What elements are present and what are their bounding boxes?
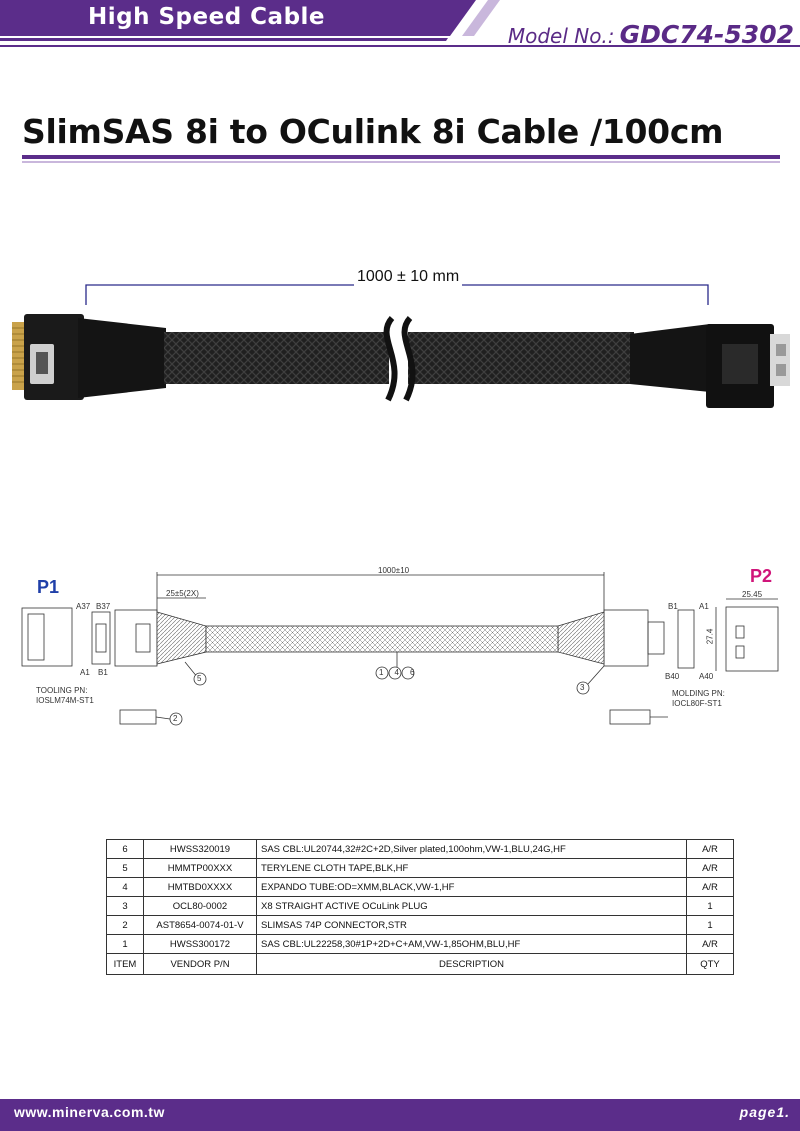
p1-pin-b37: B37 — [96, 602, 111, 611]
bom-description: TERYLENE CLOTH TAPE,BLK,HF — [257, 859, 687, 878]
bom-item: 2 — [107, 916, 144, 935]
p2-pin-b1: B1 — [668, 602, 678, 611]
bom-table — [106, 839, 734, 975]
bom-header-description: DESCRIPTION — [257, 954, 687, 975]
bom-item: 1 — [107, 935, 144, 954]
molding-label: MOLDING PN: — [672, 689, 725, 698]
bom-vendor-pn: HMMTP00XXX — [144, 859, 257, 878]
table-row — [107, 859, 734, 878]
bom-item: 4 — [107, 878, 144, 897]
bom-qty: 1 — [687, 897, 734, 916]
bom-vendor-pn: HMTBD0XXXX — [144, 878, 257, 897]
p1-pin-a37: A37 — [76, 602, 91, 611]
balloon-2: 2 — [173, 714, 178, 723]
title-underline — [22, 155, 780, 159]
p1-pin-a1: A1 — [80, 668, 90, 677]
bom-qty: A/R — [687, 859, 734, 878]
p1-label: P1 — [37, 577, 60, 597]
bom-description: EXPANDO TUBE:OD=XMM,BLACK,VW-1,HF — [257, 878, 687, 897]
bom-item: 5 — [107, 859, 144, 878]
bom-header-item: ITEM — [107, 954, 144, 975]
bom-qty: A/R — [687, 840, 734, 859]
bom-description: SAS CBL:UL20744,32#2C+2D,Silver plated,100ohm,VW-1,BLU,24G,HF — [257, 840, 687, 859]
page-title: SlimSAS 8i to OCulink 8i Cable /100cm — [22, 112, 724, 151]
table-row — [107, 878, 734, 897]
bom-item: 3 — [107, 897, 144, 916]
model-number — [508, 20, 794, 49]
table-header-row — [107, 954, 734, 975]
balloon-1-4-6: 1 4 6 — [379, 668, 419, 677]
bom-vendor-pn: HWSS320019 — [144, 840, 257, 859]
p2-label: P2 — [750, 566, 773, 586]
p2-pin-a40: A40 — [699, 672, 714, 681]
tooling-label: TOOLING PN: — [36, 686, 88, 695]
bom-qty: A/R — [687, 878, 734, 897]
table-row — [107, 840, 734, 859]
technical-drawing — [0, 560, 800, 740]
header-title: High Speed Cable — [88, 4, 326, 30]
p2-pin-b40: B40 — [665, 672, 680, 681]
cable-length-label: 1000 ± 10 mm — [354, 268, 462, 286]
bom-qty: 1 — [687, 916, 734, 935]
page-number: page1. — [739, 1104, 790, 1120]
balloon-5: 5 — [197, 674, 202, 683]
drawing-width-dim: 25.45 — [742, 590, 763, 599]
molding-pn: IOCL80F-ST1 — [672, 699, 722, 708]
bom-qty: A/R — [687, 935, 734, 954]
model-label: Model No.: — [507, 24, 615, 48]
bom-item: 6 — [107, 840, 144, 859]
bom-description: X8 STRAIGHT ACTIVE OCuLink PLUG — [257, 897, 687, 916]
table-row — [107, 935, 734, 954]
p1-pin-b1: B1 — [98, 668, 108, 677]
p2-pin-a1: A1 — [699, 602, 709, 611]
balloon-3: 3 — [580, 683, 585, 692]
bom-vendor-pn: AST8654-0074-01-V — [144, 916, 257, 935]
title-underline-light — [22, 161, 780, 163]
table-row — [107, 897, 734, 916]
model-value: GDC74-5302 — [619, 20, 794, 49]
bom-description: SLIMSAS 74P CONNECTOR,STR — [257, 916, 687, 935]
drawing-length-dim: 1000±10 — [378, 566, 410, 575]
table-row — [107, 916, 734, 935]
bom-description: SAS CBL:UL22258,30#1P+2D+C+AM,VW-1,85OHM,BLU,HF — [257, 935, 687, 954]
bom-header-vendor-pn: VENDOR P/N — [144, 954, 257, 975]
footer-url-link[interactable]: www.minerva.com.tw — [14, 1104, 165, 1120]
drawing-height-dim: 27.4 — [705, 628, 715, 645]
tooling-pn: IOSLM74M-ST1 — [36, 696, 94, 705]
bom-vendor-pn: OCL80-0002 — [144, 897, 257, 916]
drawing-tape-dim: 25±5(2X) — [166, 589, 199, 598]
bom-header-qty: QTY — [687, 954, 734, 975]
bom-vendor-pn: HWSS300172 — [144, 935, 257, 954]
